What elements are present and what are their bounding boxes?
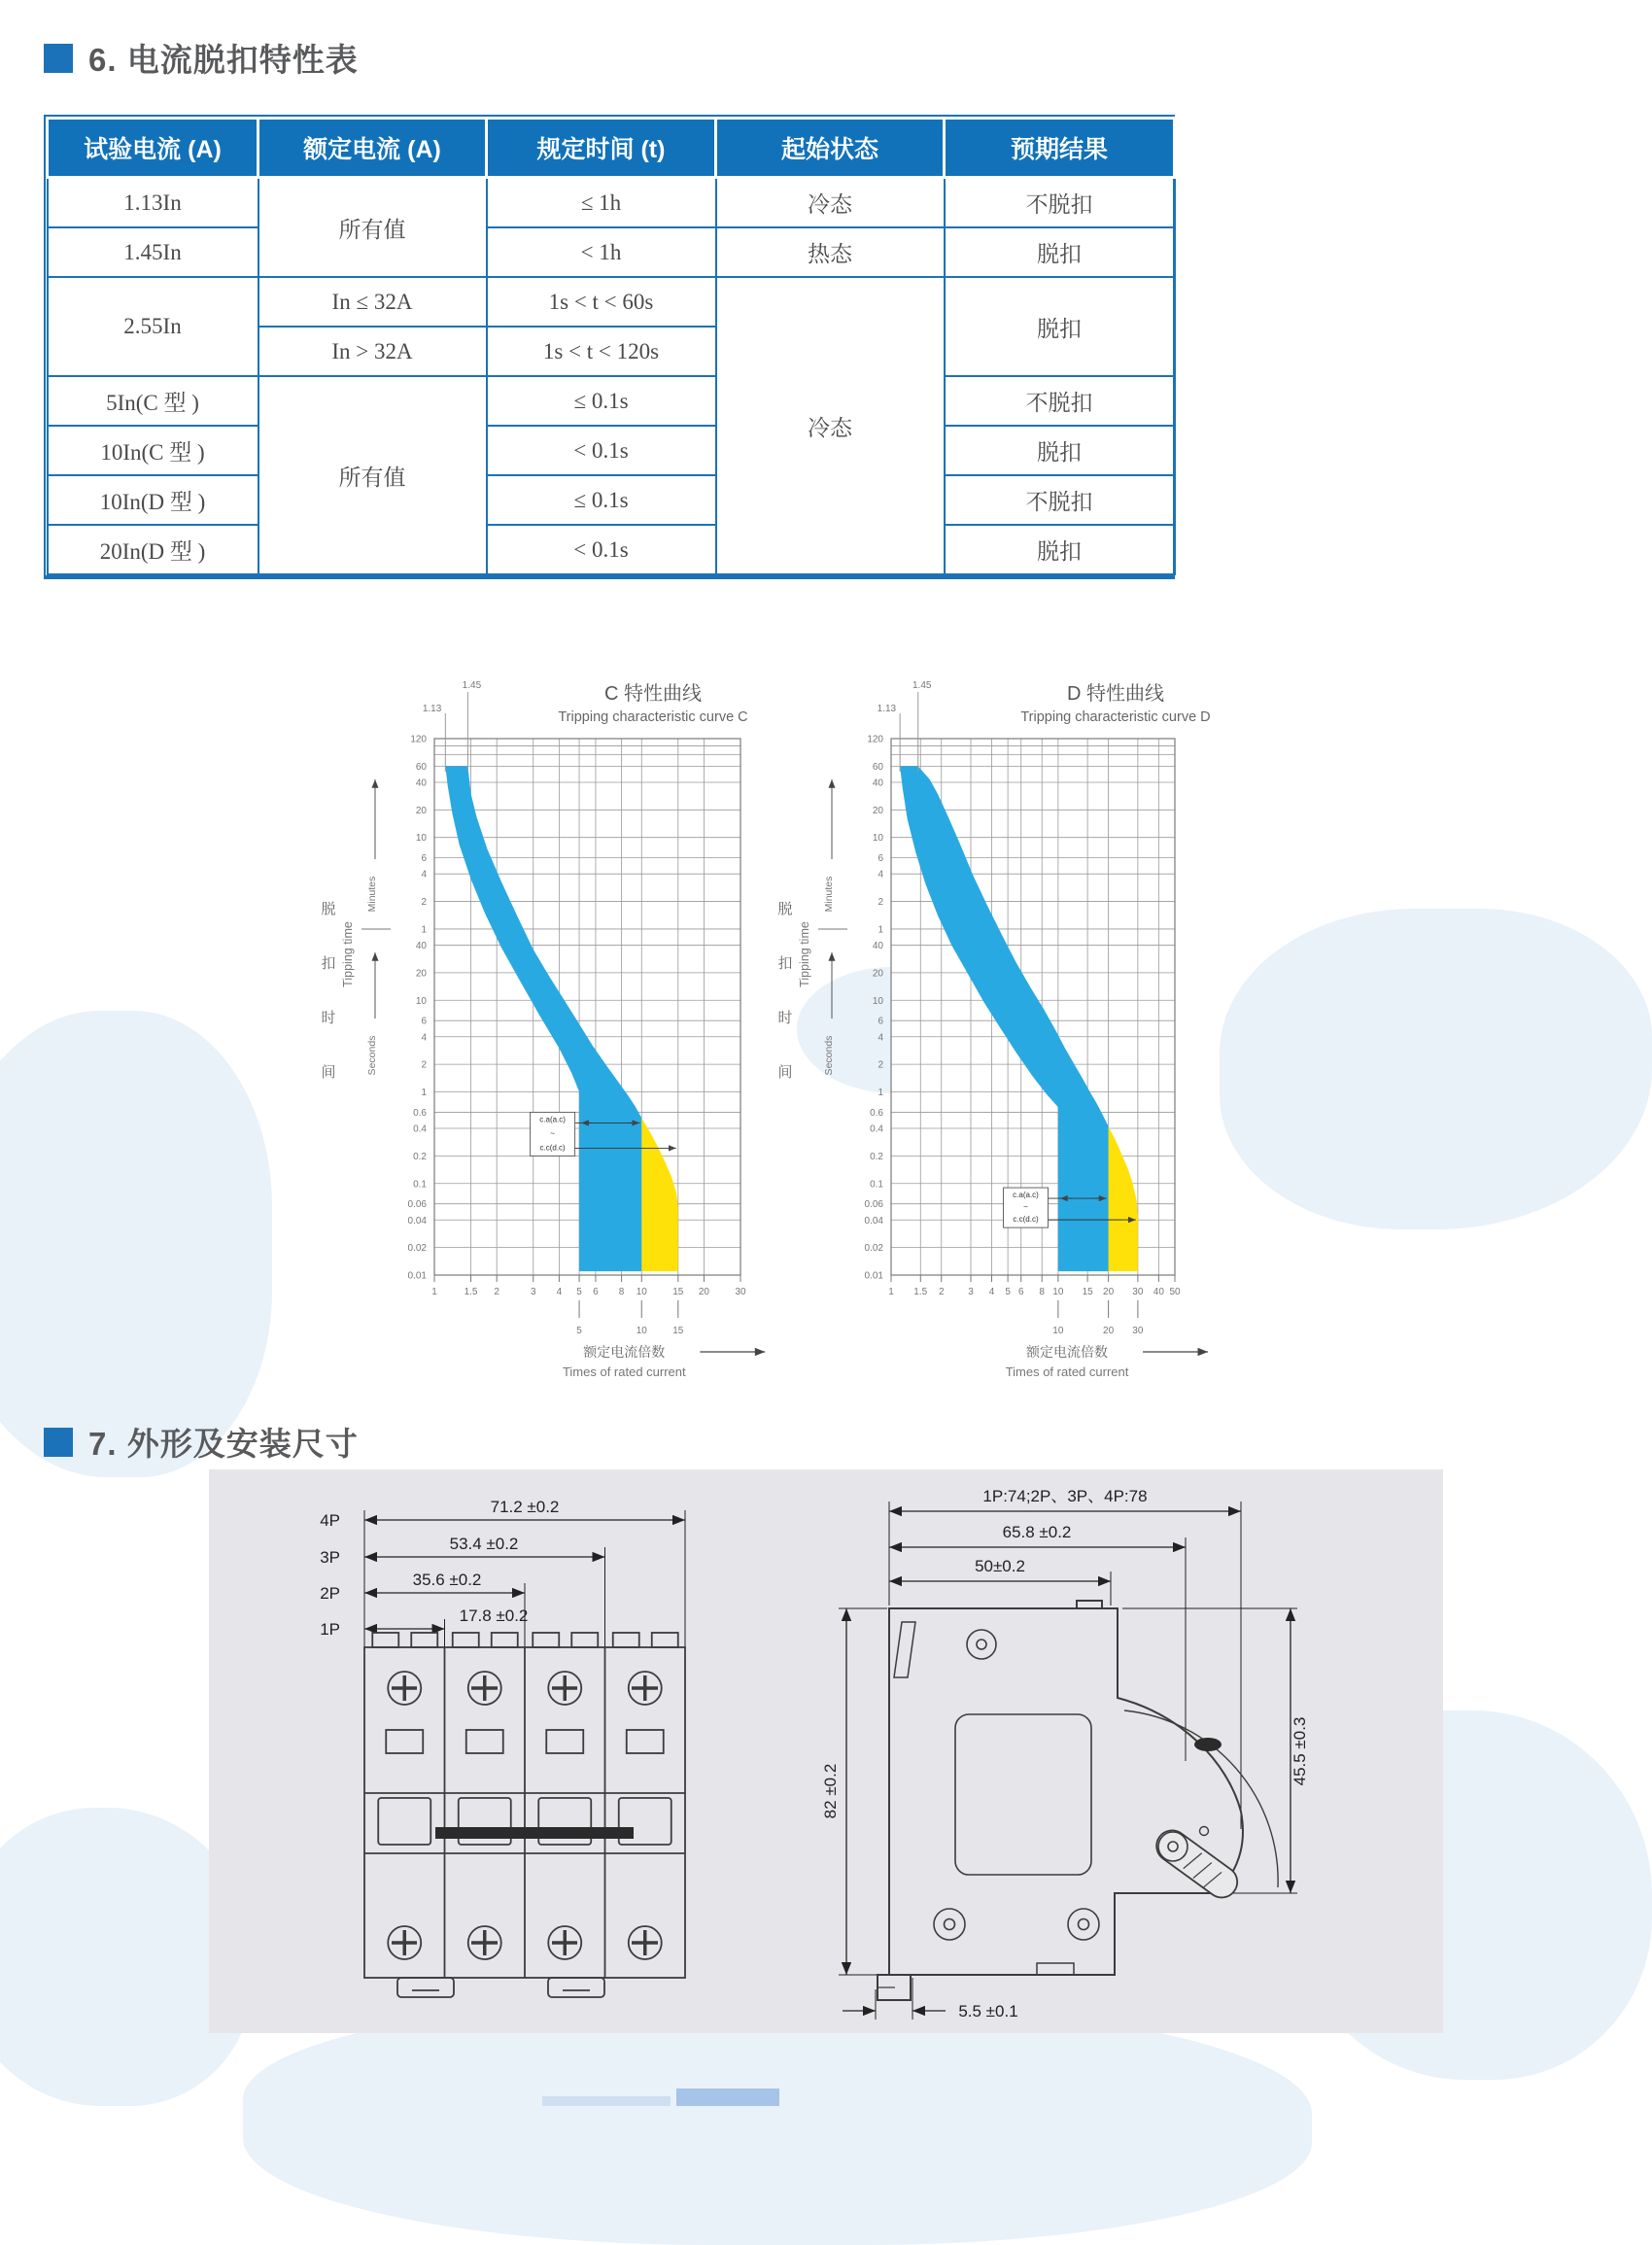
dim-front-height-value: 45.5 ±0.3 [1291,1716,1309,1786]
curve-legend-text: c.c(d.c) [539,1143,566,1153]
y-tick-label: 0.01 [407,1270,427,1282]
table-cell: ≤ 0.1s [487,475,716,525]
y-tick-label: 6 [421,853,427,865]
y-tick-label: 0.06 [864,1199,883,1211]
x-tick-label: 50 [1169,1287,1181,1297]
x-tick-label: 3 [968,1287,974,1297]
y-axis-label-cn: 间 [777,1064,793,1081]
y-unit-minutes: Minutes [823,876,835,913]
callout-label: 30 [1132,1326,1144,1336]
y-tick-label: 120 [867,734,883,745]
y-tick-label: 40 [415,777,427,789]
y-tick-label: 1 [878,1088,883,1099]
y-axis-label-cn: 时 [321,1010,336,1026]
table-cell: 1.13In [48,178,258,228]
table-cell: 不脱扣 [945,475,1175,525]
y-tick-label: 1 [421,924,427,936]
table-header-row [48,119,1175,178]
dim-rear-width-value: 50±0.2 [975,1557,1025,1575]
footer-bar [542,2096,671,2106]
table-cell: 所有值 [258,376,487,574]
x-tick-label: 1 [431,1287,437,1297]
y-tick-label: 0.02 [864,1243,883,1255]
dim-4p-value: 71.2 ±0.2 [490,1498,560,1516]
table-cell: In ≤ 32A [258,277,487,327]
y-tick-label: 10 [872,833,883,845]
nose-slot [1194,1738,1222,1751]
x-tick-label: 3 [530,1287,536,1297]
y-tick-label: 0.4 [413,1123,427,1135]
y-axis-label-cn: 间 [321,1064,336,1081]
x-tick-label: 30 [735,1287,746,1297]
y-tick-label: 2 [421,897,427,909]
y-tick-label: 0.02 [407,1243,427,1255]
y-tick-label: 6 [421,1016,427,1027]
col-header-initial-state: 起始状态 [716,119,945,178]
y-tick-label: 20 [872,805,883,816]
x-axis-label-cn: 额定电流倍数 [583,1344,666,1360]
x-tick-label: 8 [1039,1287,1045,1297]
curve-legend-text: c.c(d.c) [1013,1215,1039,1225]
y-tick-label: 1 [878,924,883,936]
chart-title-cn: C 特性曲线 [604,683,702,705]
y-tick-label: 0.01 [864,1270,883,1282]
breaker-side-body [878,1601,1278,2000]
curve-legend-text: c.a(a.c) [1013,1191,1039,1200]
table-cell: 10In(C 型 ) [48,426,258,475]
curve-legend-text: c.a(a.c) [539,1115,566,1124]
x-tick-label: 5 [576,1287,582,1297]
y-tick-label: 60 [872,761,883,773]
dimension-panel [209,1469,1443,2033]
table-cell: 热态 [716,227,945,277]
y-tick-label: 0.2 [413,1151,427,1162]
y-tick-label: 4 [878,1032,883,1044]
x-tick-label: 5 [1005,1287,1011,1297]
col-header-rated-current: 额定电流 (A) [258,119,487,178]
x-tick-label: 1 [888,1287,894,1297]
y-tick-label: 0.6 [413,1107,427,1119]
y-tick-label: 1 [421,1088,427,1099]
table-cell: ≤ 1h [487,178,716,228]
dim-3p-value: 53.4 ±0.2 [449,1535,519,1553]
y-tick-label: 10 [415,995,427,1007]
y-tick-label: 2 [878,897,883,909]
x-tick-label: 6 [1017,1287,1024,1297]
table-row [48,277,1175,327]
table-row [48,475,1175,525]
tripping-curve-d-chart [770,663,1236,1387]
y-unit-minutes: Minutes [366,876,378,913]
curve-legend-text: ~ [1023,1202,1028,1212]
y-tick-label: 2 [421,1059,427,1071]
y-axis-label-cn: 扣 [777,955,793,972]
callout-label: 5 [576,1326,582,1336]
lever-pivot [1158,1832,1187,1861]
col-header-test-current: 试验电流 (A) [48,119,258,178]
dim-height-value: 82 ±0.2 [821,1763,840,1819]
tripping-curve-c-chart [313,663,770,1387]
callout-label: 10 [1052,1326,1064,1336]
x-tick-label: 10 [636,1287,647,1297]
y-tick-label: 60 [415,761,427,773]
y-tick-label: 20 [415,805,427,816]
section-bullet-icon [44,1428,73,1457]
dim-body-width-value: 65.8 ±0.2 [1002,1523,1072,1541]
y-tick-label: 0.6 [870,1107,883,1119]
table-cell: 1.45In [48,227,258,277]
side-view [821,1487,1309,2020]
chart-title-en: Tripping characteristic curve C [558,709,748,725]
ref-line-label: 1.13 [422,704,442,714]
y-tick-label: 4 [421,869,427,881]
callout-label: 10 [636,1326,647,1336]
y-tick-label: 10 [872,995,883,1007]
col-header-expected-result: 预期结果 [945,119,1175,178]
y-tick-label: 4 [878,869,883,881]
dim-1p-value: 17.8 ±0.2 [459,1606,529,1625]
table-cell: 冷态 [716,178,945,228]
table-cell: 5In(C 型 ) [48,376,258,426]
x-tick-label: 6 [593,1287,599,1297]
col-header-specified-time: 规定时间 (t) [487,119,716,178]
y-tick-label: 40 [415,941,427,952]
ref-line-label: 1.45 [462,680,482,691]
x-tick-label: 15 [672,1287,684,1297]
dim-rail-gap-value: 5.5 ±0.1 [958,2002,1018,2020]
x-tick-label: 40 [1153,1287,1164,1297]
table-cell: < 0.1s [487,426,716,475]
table-row [48,227,1175,277]
dim-total-width-value: 1P:74;2P、3P、4P:78 [982,1487,1148,1505]
table-cell: 1s < t < 60s [487,277,716,327]
section-6-title [44,35,359,81]
pole-label-3p: 3P [320,1548,340,1567]
y-unit-seconds: Seconds [823,1035,835,1076]
y-tick-label: 0.04 [864,1215,883,1226]
chart-title-cn: D 特性曲线 [1067,683,1164,705]
section-7-title [44,1419,359,1465]
y-tick-label: 0.2 [870,1151,883,1162]
table-row [48,376,1175,426]
section-6-heading: 6. 电流脱扣特性表 [88,42,359,78]
y-tick-label: 40 [872,941,883,952]
y-axis-label-cn: 脱 [777,901,793,917]
toggle-tie-bar [435,1827,634,1839]
section-bullet-icon [44,44,73,73]
front-view [320,1498,685,1997]
pole-label-1p: 1P [320,1620,340,1639]
x-tick-label: 4 [556,1287,563,1297]
x-tick-label: 20 [698,1287,710,1297]
table-cell: 1s < t < 120s [487,327,716,376]
y-tick-label: 4 [421,1032,427,1044]
y-tick-label: 6 [878,853,883,865]
table-row [48,525,1175,574]
x-axis-label-en: Times of rated current [562,1364,686,1379]
y-tick-label: 0.06 [407,1199,427,1211]
y-axis-label-en: Tipping time [341,921,355,987]
dim-2p-value: 35.6 ±0.2 [412,1571,482,1589]
x-tick-label: 8 [618,1287,625,1297]
table-cell: 脱扣 [945,227,1175,277]
table-cell: 不脱扣 [945,376,1175,426]
ref-line-label: 1.13 [877,704,897,714]
din-clip [548,1978,604,1997]
y-axis-label-cn: 脱 [321,901,336,917]
watermark-blob [0,1011,272,1477]
curve-legend-text: ~ [550,1128,555,1138]
y-tick-label: 0.04 [407,1215,427,1226]
y-tick-label: 20 [872,968,883,980]
table-cell: 脱扣 [945,277,1175,376]
y-tick-label: 0.1 [870,1179,883,1191]
table-cell: 脱扣 [945,525,1175,574]
table-cell: 所有值 [258,178,487,278]
trip-characteristics-table [44,115,1175,579]
x-tick-label: 1.5 [464,1287,478,1297]
x-tick-label: 15 [1082,1287,1093,1297]
table-cell: < 0.1s [487,525,716,574]
callout-label: 15 [672,1326,684,1336]
table-cell: 2.55In [48,277,258,376]
footer-bar [676,2089,779,2106]
y-tick-label: 2 [878,1059,883,1071]
y-unit-seconds: Seconds [366,1035,378,1076]
watermark-blob [243,2002,1312,2245]
x-tick-label: 20 [1103,1287,1115,1297]
table-row [48,426,1175,475]
callout-label: 20 [1103,1326,1115,1336]
y-tick-label: 40 [872,777,883,789]
y-tick-label: 6 [878,1016,883,1027]
y-tick-label: 20 [415,968,427,980]
table-cell: In > 32A [258,327,487,376]
table-cell: 脱扣 [945,426,1175,475]
y-tick-label: 0.1 [413,1179,427,1191]
pole-label-4p: 4P [320,1511,340,1530]
din-clip [397,1978,454,1997]
chart-title-en: Tripping characteristic curve D [1020,709,1211,725]
x-tick-label: 4 [988,1287,995,1297]
y-axis-label-cn: 时 [777,1010,793,1026]
x-axis-label-en: Times of rated current [1005,1364,1129,1379]
x-axis-label-cn: 额定电流倍数 [1026,1344,1109,1360]
table-cell: 10In(D 型 ) [48,475,258,525]
x-tick-label: 10 [1052,1287,1064,1297]
y-tick-label: 10 [415,833,427,845]
table-cell: 冷态 [716,277,945,574]
y-axis-label-en: Tipping time [798,921,811,987]
x-tick-label: 30 [1132,1287,1144,1297]
table-cell: ≤ 0.1s [487,376,716,426]
table-cell: 20In(D 型 ) [48,525,258,574]
table-cell: 不脱扣 [945,178,1175,228]
tripping-curves [313,663,1236,1387]
pole-label-2p: 2P [320,1584,340,1603]
ref-line-label: 1.45 [912,680,932,691]
table-cell: < 1h [487,227,716,277]
x-tick-label: 2 [938,1287,945,1297]
x-tick-label: 1.5 [913,1287,928,1297]
table-row [48,178,1175,228]
watermark-blob [1220,909,1652,1229]
breaker-front-body [364,1633,685,1997]
section-7-heading: 7. 外形及安装尺寸 [88,1426,359,1462]
y-tick-label: 120 [410,734,427,745]
dimension-drawing [209,1469,1443,2033]
y-tick-label: 0.4 [870,1123,883,1135]
y-axis-label-cn: 扣 [321,955,336,972]
x-tick-label: 2 [494,1287,499,1297]
